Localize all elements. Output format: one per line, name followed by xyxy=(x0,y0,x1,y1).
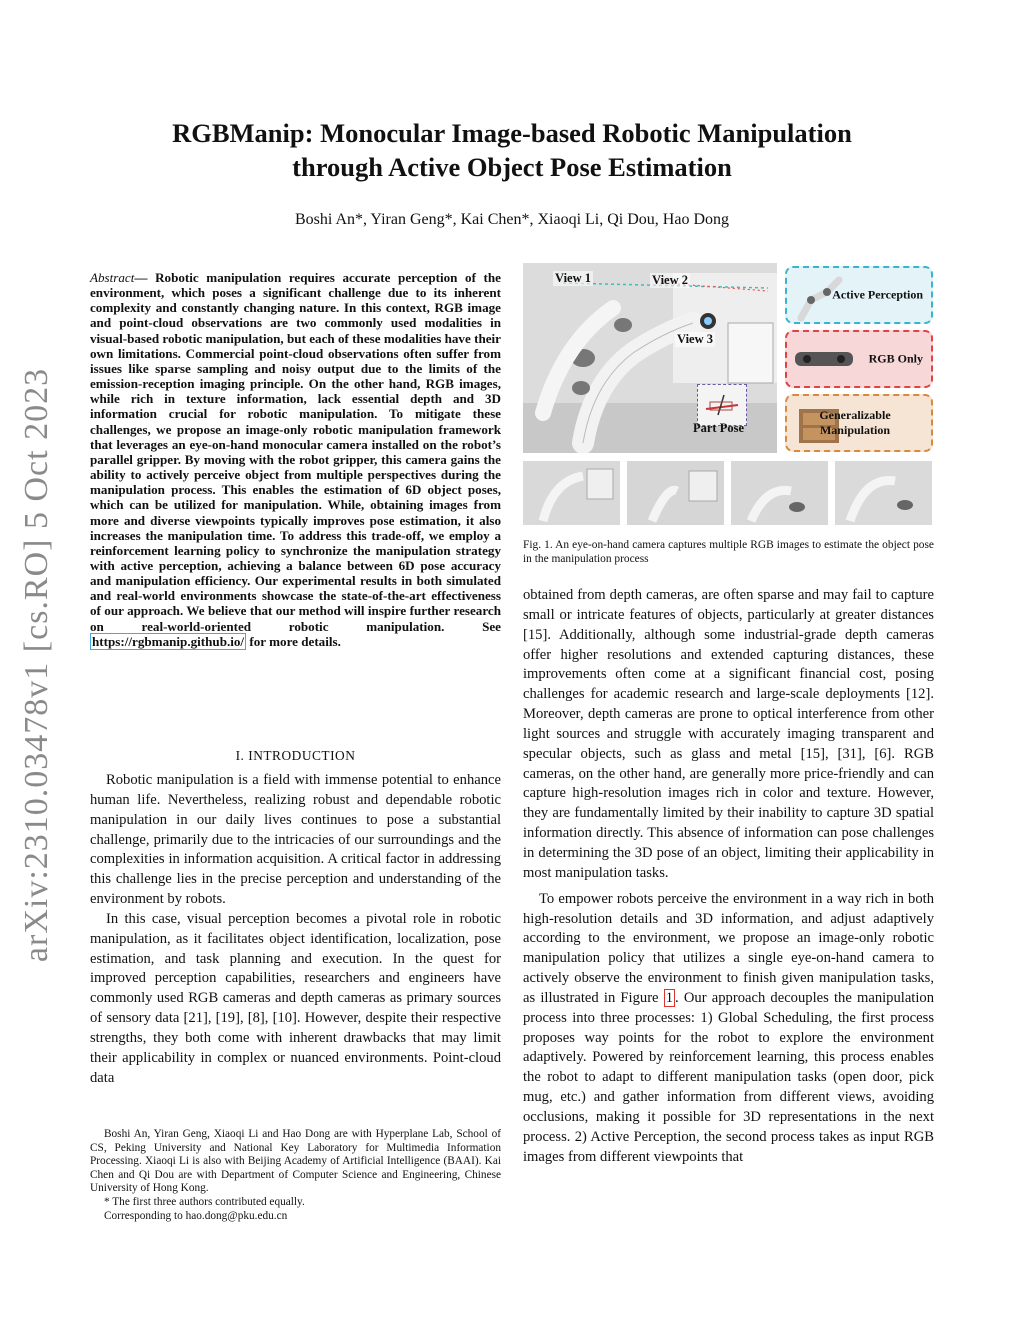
section-heading-introduction: I. INTRODUCTION xyxy=(235,748,356,763)
arxiv-identifier: arXiv:2310.03478v1 [cs.RO] 5 Oct 2023 xyxy=(18,367,55,963)
figure-1-reference-link[interactable]: 1 xyxy=(665,989,674,1006)
generalizable-manipulation-label: Generalizable Manipulation xyxy=(819,408,891,437)
view-2-label: View 2 xyxy=(652,273,688,287)
intro-paragraph-1: Robotic manipulation is a field with immense potential to enhance human life. Nevertheless, realizing robust and dependable robotic manipulation in our daily lives continues to pose a substantial challenge, primarily due to the intricacies of our surroundings and the complexities in information acquisition. A critical factor in addressing this challenge lies in the precise perception and understanding of the environment by robots. xyxy=(90,772,501,908)
camera-icon xyxy=(793,344,857,374)
right-paragraph-2-start: To empower robots perceive the environment in a way rich in both high-resolution details and 3D information, and adjust adaptively according to the environment, we propose an image-only robotic manipulation policy that utilizes a single eye-on-hand camera to actively observe the environment to finish given manipulation tasks, as illustrated in Figure xyxy=(523,890,934,1006)
footnote-corresponding: Corresponding to hao.dong@pku.edu.cn xyxy=(104,1209,288,1222)
right-column-body xyxy=(523,586,934,1167)
sequence-image-1 xyxy=(523,461,620,525)
title-line-2: through Active Object Pose Estimation xyxy=(292,152,732,182)
arxiv-sidebar xyxy=(12,367,62,963)
paper-title xyxy=(120,116,904,184)
abstract-lead: Abstract xyxy=(90,270,135,285)
figure-1 xyxy=(523,263,934,525)
sequence-image-4 xyxy=(835,461,932,525)
rgb-only-label: RGB Only xyxy=(868,351,923,366)
author-list: Boshi An*, Yiran Geng*, Kai Chen*, Xiaoqi Li, Qi Dou, Hao Dong xyxy=(294,211,730,228)
robot-photo xyxy=(523,263,777,453)
view-1-label: View 1 xyxy=(555,271,591,285)
sequence-photo-3 xyxy=(731,461,828,525)
active-perception-label: Active Perception xyxy=(832,287,923,302)
intro-paragraph-2: In this case, visual perception becomes a pivotal role in robotic manipulation, as it facilitates object identification, localization, pose estimation, and task planning and execution. In the quest for improved perception capabilities, researchers and engineers have commonly used RGB cameras and depth cameras as primary sources of sensory data [21], [19], [8], [10]. However, despite their respective strengths, they both come with inherent drawbacks that may limit their applicability in complex or nuanced environments. Point-cloud data xyxy=(90,910,501,1086)
active-perception-box xyxy=(785,266,933,324)
project-url-link[interactable]: https://rgbmanip.github.io/ xyxy=(92,633,245,649)
figure-1-caption: Fig. 1. An eye-on-hand camera captures multiple RGB images to estimate the object pose in the manipulation process xyxy=(523,539,934,565)
sequence-photo-2 xyxy=(627,461,724,525)
abstract-text: Robotic manipulation requires accurate perception of the environment, which poses a significant challenge due to its inherent complexity and constantly changing nature. In this context, RGB image and point-cloud observations are two commonly used modalities in visual-based robotic manipulation, but each of these modalities have their own limitations. Commercial point-cloud observations often suffer from issues like sparse sampling and noisy output due to the limits of the emission-reception imaging principle. On the other hand, RGB images, while rich in texture information, lack essential depth and 3D information crucial for robotic manipulation. To mitigate these challenges, we propose an image-only robotic manipulation framework that leverages an eye-on-hand monocular camera installed on the robot’s parallel gripper. By moving with the robot gripper, this camera gains the ability to actively perceive object from multiple perspectives during the manipulation process. This enables the estimation of 6D object poses, which can be utilized for manipulation. While, obtaining images from more and diverse viewpoints typically improves pose estimation, it also increases the manipulation time. To address this trade-off, we employ a reinforcement learning policy to synchronize the manipulation strategy with active perception, achieving a balance between 6D pose accuracy and manipulation efficiency. Our experimental results in both simulated and real-world environments showcase the state-of-the-art effectiveness of our approach. We believe that our method will inspire further research on real-world-oriented robotic manipulation. See xyxy=(90,270,501,634)
rgb-only-box xyxy=(785,330,933,388)
footnote-affiliations: Boshi An, Yiran Geng, Xiaoqi Li and Hao Dong are with Hyperplane Lab, School of CS, Peking University and National Key Laboratory for Multimedia Information Processing. Xiaoqi Li is also with Beijing Academy of Artificial Intelligence (BAAI). Kai Chen and Qi Dou are with Department of Computer Science and Engineering, Chinese University of Hong Kong. xyxy=(90,1128,501,1195)
footnote xyxy=(90,1128,501,1223)
footnote-equal-contribution: * The first three authors contributed equally. xyxy=(104,1195,305,1208)
abstract-dash: — xyxy=(134,270,156,285)
part-pose-label: Part Pose xyxy=(693,421,745,435)
abstract xyxy=(90,270,501,649)
sequence-image-2 xyxy=(627,461,724,525)
sequence-photo-4 xyxy=(835,461,932,525)
right-paragraph-2 xyxy=(523,890,934,1168)
view-3-label: View 3 xyxy=(677,332,713,346)
introduction-body xyxy=(90,771,501,1089)
right-paragraph-1: obtained from depth cameras, are often sparse and may fail to capture small or intricate features of objects, particularly at greater distances [15]. Additionally, although some industrial-grade depth cameras offer higher resolutions and extended capturing distances, these improvements often come at a significant financial cost, posing challenges for academic research and large-scale deployments [12]. Moreover, depth cameras are prone to optical interference from other light sources and struggle with accurately imaging transparent and specular objects, such as glass and metal [15], [31], [6]. RGB cameras, on the other hand, are generally more price-friendly and can capture high-resolution images rich in color and texture. However, they are fundamentally limited by their inability to capture 3D spatial information directly. This absence of information can pose challenges in determining the 3D pose of an object, limiting their applicability in most manipulation tasks. xyxy=(523,587,934,881)
generalizable-manipulation-box xyxy=(785,394,933,452)
sequence-image-3 xyxy=(731,461,828,525)
right-paragraph-2-end: . Our approach decouples the manipulation process into three processes: 1) Global Scheduling, the first process proposes way points for the robot to explore the environment adaptively. Powered by reinforcement learning, this process enables the robot to adapt to different manipulation tasks (open door, pick mug, etc.) and gather information from different views, avoiding occlusions, making it possible for 3D representations in the next process. 2) Active Perception, the second process takes as input RGB images from different viewpoints that xyxy=(523,989,935,1165)
pose-axes-icon xyxy=(698,385,745,424)
part-pose-inset xyxy=(697,384,747,426)
title-line-1: RGBManip: Monocular Image-based Robotic Manipulation xyxy=(172,118,852,148)
abstract-tail: for more details. xyxy=(249,633,341,649)
sequence-photo-1 xyxy=(523,461,620,525)
